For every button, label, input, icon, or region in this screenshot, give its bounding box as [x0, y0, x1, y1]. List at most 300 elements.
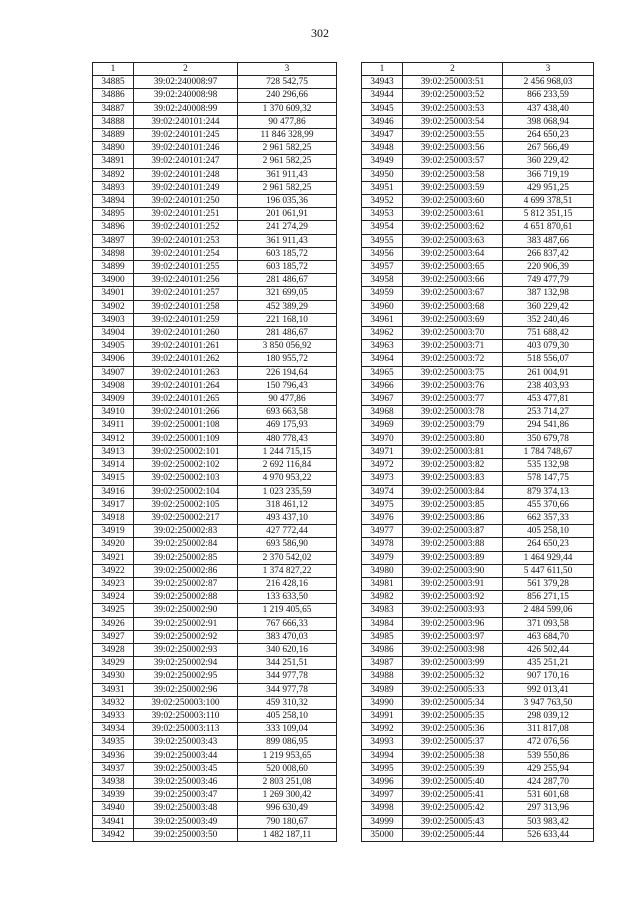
value-cell: 240 296,66 [238, 89, 337, 102]
row-number-cell: 34993 [362, 736, 403, 749]
value-cell: 437 438,40 [503, 102, 594, 115]
cadastral-number-cell: 39:02:250002:95 [134, 670, 238, 683]
row-number-cell: 34895 [93, 208, 134, 221]
column-header: 2 [403, 63, 503, 76]
cadastral-number-cell: 39:02:240008:99 [134, 102, 238, 115]
table-row [93, 802, 337, 815]
table-row [362, 445, 594, 458]
value-cell: 603 185,72 [238, 261, 337, 274]
value-cell: 371 093,58 [503, 617, 594, 630]
value-cell: 749 477,79 [503, 274, 594, 287]
cadastral-number-cell: 39:02:250003:75 [403, 366, 503, 379]
value-cell: 539 550,86 [503, 749, 594, 762]
cadastral-number-cell: 39:02:250005:34 [403, 696, 503, 709]
table-row [93, 498, 337, 511]
row-number-cell: 34957 [362, 261, 403, 274]
row-number-cell: 34976 [362, 511, 403, 524]
table-row [93, 696, 337, 709]
value-cell: 266 837,42 [503, 247, 594, 260]
cadastral-number-cell: 39:02:240101:257 [134, 287, 238, 300]
value-cell: 531 601,68 [503, 789, 594, 802]
value-cell: 318 461,12 [238, 498, 337, 511]
table-row [362, 538, 594, 551]
row-number-cell: 34977 [362, 525, 403, 538]
table-row [362, 643, 594, 656]
row-number-cell: 34970 [362, 432, 403, 445]
table-row [362, 181, 594, 194]
value-cell: 267 566,49 [503, 142, 594, 155]
table-row [93, 379, 337, 392]
cadastral-number-cell: 39:02:240101:266 [134, 406, 238, 419]
value-cell: 294 541,86 [503, 419, 594, 432]
right-data-table [361, 62, 594, 842]
cadastral-number-cell: 39:02:250003:51 [403, 76, 503, 89]
value-cell: 728 542,75 [238, 76, 337, 89]
table-row [362, 432, 594, 445]
value-cell: 435 251,21 [503, 657, 594, 670]
row-number-cell: 34998 [362, 802, 403, 815]
table-row [362, 393, 594, 406]
value-cell: 1 374 827,22 [238, 564, 337, 577]
cadastral-number-cell: 39:02:250003:110 [134, 709, 238, 722]
cadastral-number-cell: 39:02:240101:261 [134, 340, 238, 353]
value-cell: 387 132,98 [503, 287, 594, 300]
left-data-table [92, 62, 337, 842]
table-row [93, 604, 337, 617]
row-number-cell: 34994 [362, 749, 403, 762]
table-row [362, 313, 594, 326]
cadastral-number-cell: 39:02:250003:84 [403, 485, 503, 498]
value-cell: 429 951,25 [503, 181, 594, 194]
value-cell: 866 233,59 [503, 89, 594, 102]
row-number-cell: 34907 [93, 366, 134, 379]
cadastral-number-cell: 39:02:240101:249 [134, 181, 238, 194]
value-cell: 429 255,94 [503, 762, 594, 775]
cadastral-number-cell: 39:02:250003:54 [403, 115, 503, 128]
table-row [362, 789, 594, 802]
cadastral-number-cell: 39:02:250005:41 [403, 789, 503, 802]
row-number-cell: 34997 [362, 789, 403, 802]
cadastral-number-cell: 39:02:250003:88 [403, 538, 503, 551]
table-row [93, 89, 337, 102]
row-number-cell: 34944 [362, 89, 403, 102]
row-number-cell: 34935 [93, 736, 134, 749]
row-number-cell: 34948 [362, 142, 403, 155]
cadastral-number-cell: 39:02:250003:68 [403, 300, 503, 313]
value-cell: 344 251,51 [238, 657, 337, 670]
row-number-cell: 34969 [362, 419, 403, 432]
row-number-cell: 34894 [93, 195, 134, 208]
row-number-cell: 34915 [93, 472, 134, 485]
table-row [93, 749, 337, 762]
column-header: 3 [238, 63, 337, 76]
value-cell: 350 679,78 [503, 432, 594, 445]
cadastral-number-cell: 39:02:250003:85 [403, 498, 503, 511]
row-number-cell: 34942 [93, 828, 134, 841]
value-cell: 992 013,41 [503, 683, 594, 696]
table-row [362, 683, 594, 696]
table-row [362, 379, 594, 392]
cadastral-number-cell: 39:02:250002:84 [134, 538, 238, 551]
table-row [93, 247, 337, 260]
row-number-cell: 34897 [93, 234, 134, 247]
value-cell: 2 961 582,25 [238, 181, 337, 194]
cadastral-number-cell: 39:02:250003:58 [403, 168, 503, 181]
cadastral-number-cell: 39:02:240101:254 [134, 247, 238, 260]
row-number-cell: 34989 [362, 683, 403, 696]
table-row [93, 353, 337, 366]
table-row [362, 617, 594, 630]
row-number-cell: 34887 [93, 102, 134, 115]
table-row [93, 643, 337, 656]
row-number-cell: 34922 [93, 564, 134, 577]
cadastral-number-cell: 39:02:250003:78 [403, 406, 503, 419]
row-number-cell: 34986 [362, 643, 403, 656]
table-row [93, 327, 337, 340]
table-row [362, 511, 594, 524]
table-row [362, 459, 594, 472]
row-number-cell: 34987 [362, 657, 403, 670]
value-cell: 3 947 763,50 [503, 696, 594, 709]
cadastral-number-cell: 39:02:250002:217 [134, 511, 238, 524]
value-cell: 1 464 929,44 [503, 551, 594, 564]
cadastral-number-cell: 39:02:240101:262 [134, 353, 238, 366]
row-number-cell: 34916 [93, 485, 134, 498]
table-row [362, 670, 594, 683]
row-number-cell: 34905 [93, 340, 134, 353]
cadastral-number-cell: 39:02:250002:88 [134, 591, 238, 604]
table-row [362, 802, 594, 815]
cadastral-number-cell: 39:02:250002:86 [134, 564, 238, 577]
row-number-cell: 34933 [93, 709, 134, 722]
table-row [93, 538, 337, 551]
value-cell: 535 132,98 [503, 459, 594, 472]
cadastral-number-cell: 39:02:240101:259 [134, 313, 238, 326]
row-number-cell: 34890 [93, 142, 134, 155]
table-row [93, 287, 337, 300]
row-number-cell: 34912 [93, 432, 134, 445]
table-row [93, 723, 337, 736]
table-row [93, 775, 337, 788]
row-number-cell: 34939 [93, 789, 134, 802]
cadastral-number-cell: 39:02:250003:81 [403, 445, 503, 458]
row-number-cell: 34958 [362, 274, 403, 287]
value-cell: 238 403,93 [503, 379, 594, 392]
table-row [93, 393, 337, 406]
cadastral-number-cell: 39:02:250003:113 [134, 723, 238, 736]
value-cell: 226 194,64 [238, 366, 337, 379]
value-cell: 216 428,16 [238, 577, 337, 590]
value-cell: 1 244 715,15 [238, 445, 337, 458]
row-number-cell: 34893 [93, 181, 134, 194]
row-number-cell: 35000 [362, 828, 403, 841]
table-row [93, 300, 337, 313]
value-cell: 340 620,16 [238, 643, 337, 656]
value-cell: 453 477,81 [503, 393, 594, 406]
cadastral-number-cell: 39:02:240008:97 [134, 76, 238, 89]
cadastral-number-cell: 39:02:250003:64 [403, 247, 503, 260]
value-cell: 1 370 609,32 [238, 102, 337, 115]
row-number-cell: 34927 [93, 630, 134, 643]
cadastral-number-cell: 39:02:250003:98 [403, 643, 503, 656]
table-row [93, 115, 337, 128]
value-cell: 133 633,50 [238, 591, 337, 604]
cadastral-number-cell: 39:02:250002:85 [134, 551, 238, 564]
cadastral-number-cell: 39:02:240101:251 [134, 208, 238, 221]
row-number-cell: 34924 [93, 591, 134, 604]
row-number-cell: 34906 [93, 353, 134, 366]
value-cell: 1 023 235,59 [238, 485, 337, 498]
table-row [93, 511, 337, 524]
cadastral-number-cell: 39:02:250003:62 [403, 221, 503, 234]
page-number: 302 [311, 26, 329, 40]
value-cell: 2 961 582,25 [238, 155, 337, 168]
row-number-cell: 34940 [93, 802, 134, 815]
row-number-cell: 34917 [93, 498, 134, 511]
table-row [362, 221, 594, 234]
row-number-cell: 34949 [362, 155, 403, 168]
cadastral-number-cell: 39:02:250005:40 [403, 775, 503, 788]
cadastral-number-cell: 39:02:250005:43 [403, 815, 503, 828]
value-cell: 241 274,29 [238, 221, 337, 234]
cadastral-number-cell: 39:02:250003:93 [403, 604, 503, 617]
row-number-cell: 34926 [93, 617, 134, 630]
table-row [93, 406, 337, 419]
cadastral-number-cell: 39:02:250005:32 [403, 670, 503, 683]
table-row [93, 564, 337, 577]
table-row [93, 657, 337, 670]
value-cell: 344 977,78 [238, 683, 337, 696]
value-cell: 424 287,70 [503, 775, 594, 788]
row-number-cell: 34960 [362, 300, 403, 313]
value-cell: 220 906,39 [503, 261, 594, 274]
table-row [362, 828, 594, 841]
value-cell: 4 651 870,61 [503, 221, 594, 234]
value-cell: 4 970 953,22 [238, 472, 337, 485]
row-number-cell: 34891 [93, 155, 134, 168]
value-cell: 561 379,28 [503, 577, 594, 590]
table-row [362, 577, 594, 590]
row-number-cell: 34886 [93, 89, 134, 102]
table-row [362, 498, 594, 511]
value-cell: 2 370 542,02 [238, 551, 337, 564]
table-header-row [93, 63, 337, 76]
cadastral-number-cell: 39:02:240101:263 [134, 366, 238, 379]
table-row [93, 313, 337, 326]
row-number-cell: 34918 [93, 511, 134, 524]
row-number-cell: 34961 [362, 313, 403, 326]
row-number-cell: 34983 [362, 604, 403, 617]
value-cell: 790 180,67 [238, 815, 337, 828]
cadastral-number-cell: 39:02:240101:264 [134, 379, 238, 392]
table-row [93, 181, 337, 194]
value-cell: 298 039,12 [503, 709, 594, 722]
cadastral-number-cell: 39:02:250002:93 [134, 643, 238, 656]
row-number-cell: 34956 [362, 247, 403, 260]
table-row [93, 762, 337, 775]
table-row [362, 591, 594, 604]
value-cell: 150 796,43 [238, 379, 337, 392]
cadastral-number-cell: 39:02:250005:33 [403, 683, 503, 696]
row-number-cell: 34901 [93, 287, 134, 300]
row-number-cell: 34951 [362, 181, 403, 194]
cadastral-number-cell: 39:02:250002:90 [134, 604, 238, 617]
value-cell: 201 061,91 [238, 208, 337, 221]
cadastral-number-cell: 39:02:250003:45 [134, 762, 238, 775]
table-row [362, 340, 594, 353]
row-number-cell: 34904 [93, 327, 134, 340]
value-cell: 264 650,23 [503, 538, 594, 551]
row-number-cell: 34982 [362, 591, 403, 604]
row-number-cell: 34973 [362, 472, 403, 485]
table-row [362, 472, 594, 485]
row-number-cell: 34954 [362, 221, 403, 234]
cadastral-number-cell: 39:02:250003:50 [134, 828, 238, 841]
table-row [362, 749, 594, 762]
cadastral-number-cell: 39:02:240101:252 [134, 221, 238, 234]
table-row [93, 472, 337, 485]
row-number-cell: 34921 [93, 551, 134, 564]
row-number-cell: 34996 [362, 775, 403, 788]
table-row [93, 208, 337, 221]
value-cell: 503 983,42 [503, 815, 594, 828]
cadastral-number-cell: 39:02:250001:109 [134, 432, 238, 445]
table-row [93, 815, 337, 828]
row-number-cell: 34941 [93, 815, 134, 828]
row-number-cell: 34885 [93, 76, 134, 89]
row-number-cell: 34959 [362, 287, 403, 300]
row-number-cell: 34950 [362, 168, 403, 181]
row-number-cell: 34896 [93, 221, 134, 234]
table-row [362, 168, 594, 181]
value-cell: 879 374,13 [503, 485, 594, 498]
value-cell: 693 663,58 [238, 406, 337, 419]
table-row [93, 432, 337, 445]
row-number-cell: 34925 [93, 604, 134, 617]
cadastral-number-cell: 39:02:250003:82 [403, 459, 503, 472]
table-row [362, 736, 594, 749]
table-row [93, 274, 337, 287]
cadastral-number-cell: 39:02:250003:65 [403, 261, 503, 274]
value-cell: 253 714,27 [503, 406, 594, 419]
table-row [362, 709, 594, 722]
value-cell: 751 688,42 [503, 327, 594, 340]
row-number-cell: 34991 [362, 709, 403, 722]
cadastral-number-cell: 39:02:250002:91 [134, 617, 238, 630]
cadastral-number-cell: 39:02:240101:250 [134, 195, 238, 208]
row-number-cell: 34966 [362, 379, 403, 392]
value-cell: 180 955,72 [238, 353, 337, 366]
table-row [362, 300, 594, 313]
cadastral-number-cell: 39:02:250003:49 [134, 815, 238, 828]
row-number-cell: 34963 [362, 340, 403, 353]
cadastral-number-cell: 39:02:250003:83 [403, 472, 503, 485]
row-number-cell: 34985 [362, 630, 403, 643]
row-number-cell: 34967 [362, 393, 403, 406]
table-row [362, 261, 594, 274]
value-cell: 366 719,19 [503, 168, 594, 181]
value-cell: 221 168,10 [238, 313, 337, 326]
cadastral-number-cell: 39:02:250003:87 [403, 525, 503, 538]
table-row [362, 327, 594, 340]
row-number-cell: 34909 [93, 393, 134, 406]
value-cell: 344 977,78 [238, 670, 337, 683]
row-number-cell: 34931 [93, 683, 134, 696]
row-number-cell: 34968 [362, 406, 403, 419]
cadastral-number-cell: 39:02:250003:57 [403, 155, 503, 168]
table-row [93, 102, 337, 115]
table-row [362, 696, 594, 709]
table-row [362, 525, 594, 538]
row-number-cell: 34919 [93, 525, 134, 538]
row-number-cell: 34999 [362, 815, 403, 828]
value-cell: 90 477,86 [238, 393, 337, 406]
row-number-cell: 34911 [93, 419, 134, 432]
cadastral-number-cell: 39:02:250005:36 [403, 723, 503, 736]
value-cell: 360 229,42 [503, 300, 594, 313]
table-row [362, 353, 594, 366]
value-cell: 452 389,29 [238, 300, 337, 313]
cadastral-number-cell: 39:02:250003:89 [403, 551, 503, 564]
cadastral-number-cell: 39:02:250003:61 [403, 208, 503, 221]
row-number-cell: 34972 [362, 459, 403, 472]
table-row [362, 89, 594, 102]
table-row [93, 525, 337, 538]
row-number-cell: 34984 [362, 617, 403, 630]
row-number-cell: 34899 [93, 261, 134, 274]
value-cell: 3 850 056,92 [238, 340, 337, 353]
row-number-cell: 34978 [362, 538, 403, 551]
table-row [362, 287, 594, 300]
value-cell: 1 219 405,65 [238, 604, 337, 617]
cadastral-number-cell: 39:02:240101:246 [134, 142, 238, 155]
value-cell: 480 778,43 [238, 432, 337, 445]
value-cell: 459 310,32 [238, 696, 337, 709]
cadastral-number-cell: 39:02:240101:248 [134, 168, 238, 181]
row-number-cell: 34962 [362, 327, 403, 340]
row-number-cell: 34965 [362, 366, 403, 379]
table-row [93, 340, 337, 353]
cadastral-number-cell: 39:02:250003:69 [403, 313, 503, 326]
table-row [93, 789, 337, 802]
table-row [93, 195, 337, 208]
cadastral-number-cell: 39:02:250003:92 [403, 591, 503, 604]
table-row [93, 485, 337, 498]
row-number-cell: 34898 [93, 247, 134, 260]
row-number-cell: 34908 [93, 379, 134, 392]
table-row [362, 274, 594, 287]
cadastral-number-cell: 39:02:240101:265 [134, 393, 238, 406]
table-row [93, 617, 337, 630]
table-row [93, 683, 337, 696]
row-number-cell: 34900 [93, 274, 134, 287]
table-row [93, 551, 337, 564]
cadastral-number-cell: 39:02:250003:55 [403, 129, 503, 142]
table-row [362, 102, 594, 115]
value-cell: 360 229,42 [503, 155, 594, 168]
table-row [93, 630, 337, 643]
cadastral-number-cell: 39:02:240101:245 [134, 129, 238, 142]
row-number-cell: 34889 [93, 129, 134, 142]
row-number-cell: 34946 [362, 115, 403, 128]
cadastral-number-cell: 39:02:250005:39 [403, 762, 503, 775]
table-row [93, 234, 337, 247]
value-cell: 2 692 116,84 [238, 459, 337, 472]
value-cell: 383 487,66 [503, 234, 594, 247]
cadastral-number-cell: 39:02:250003:66 [403, 274, 503, 287]
table-row [362, 195, 594, 208]
value-cell: 261 004,91 [503, 366, 594, 379]
